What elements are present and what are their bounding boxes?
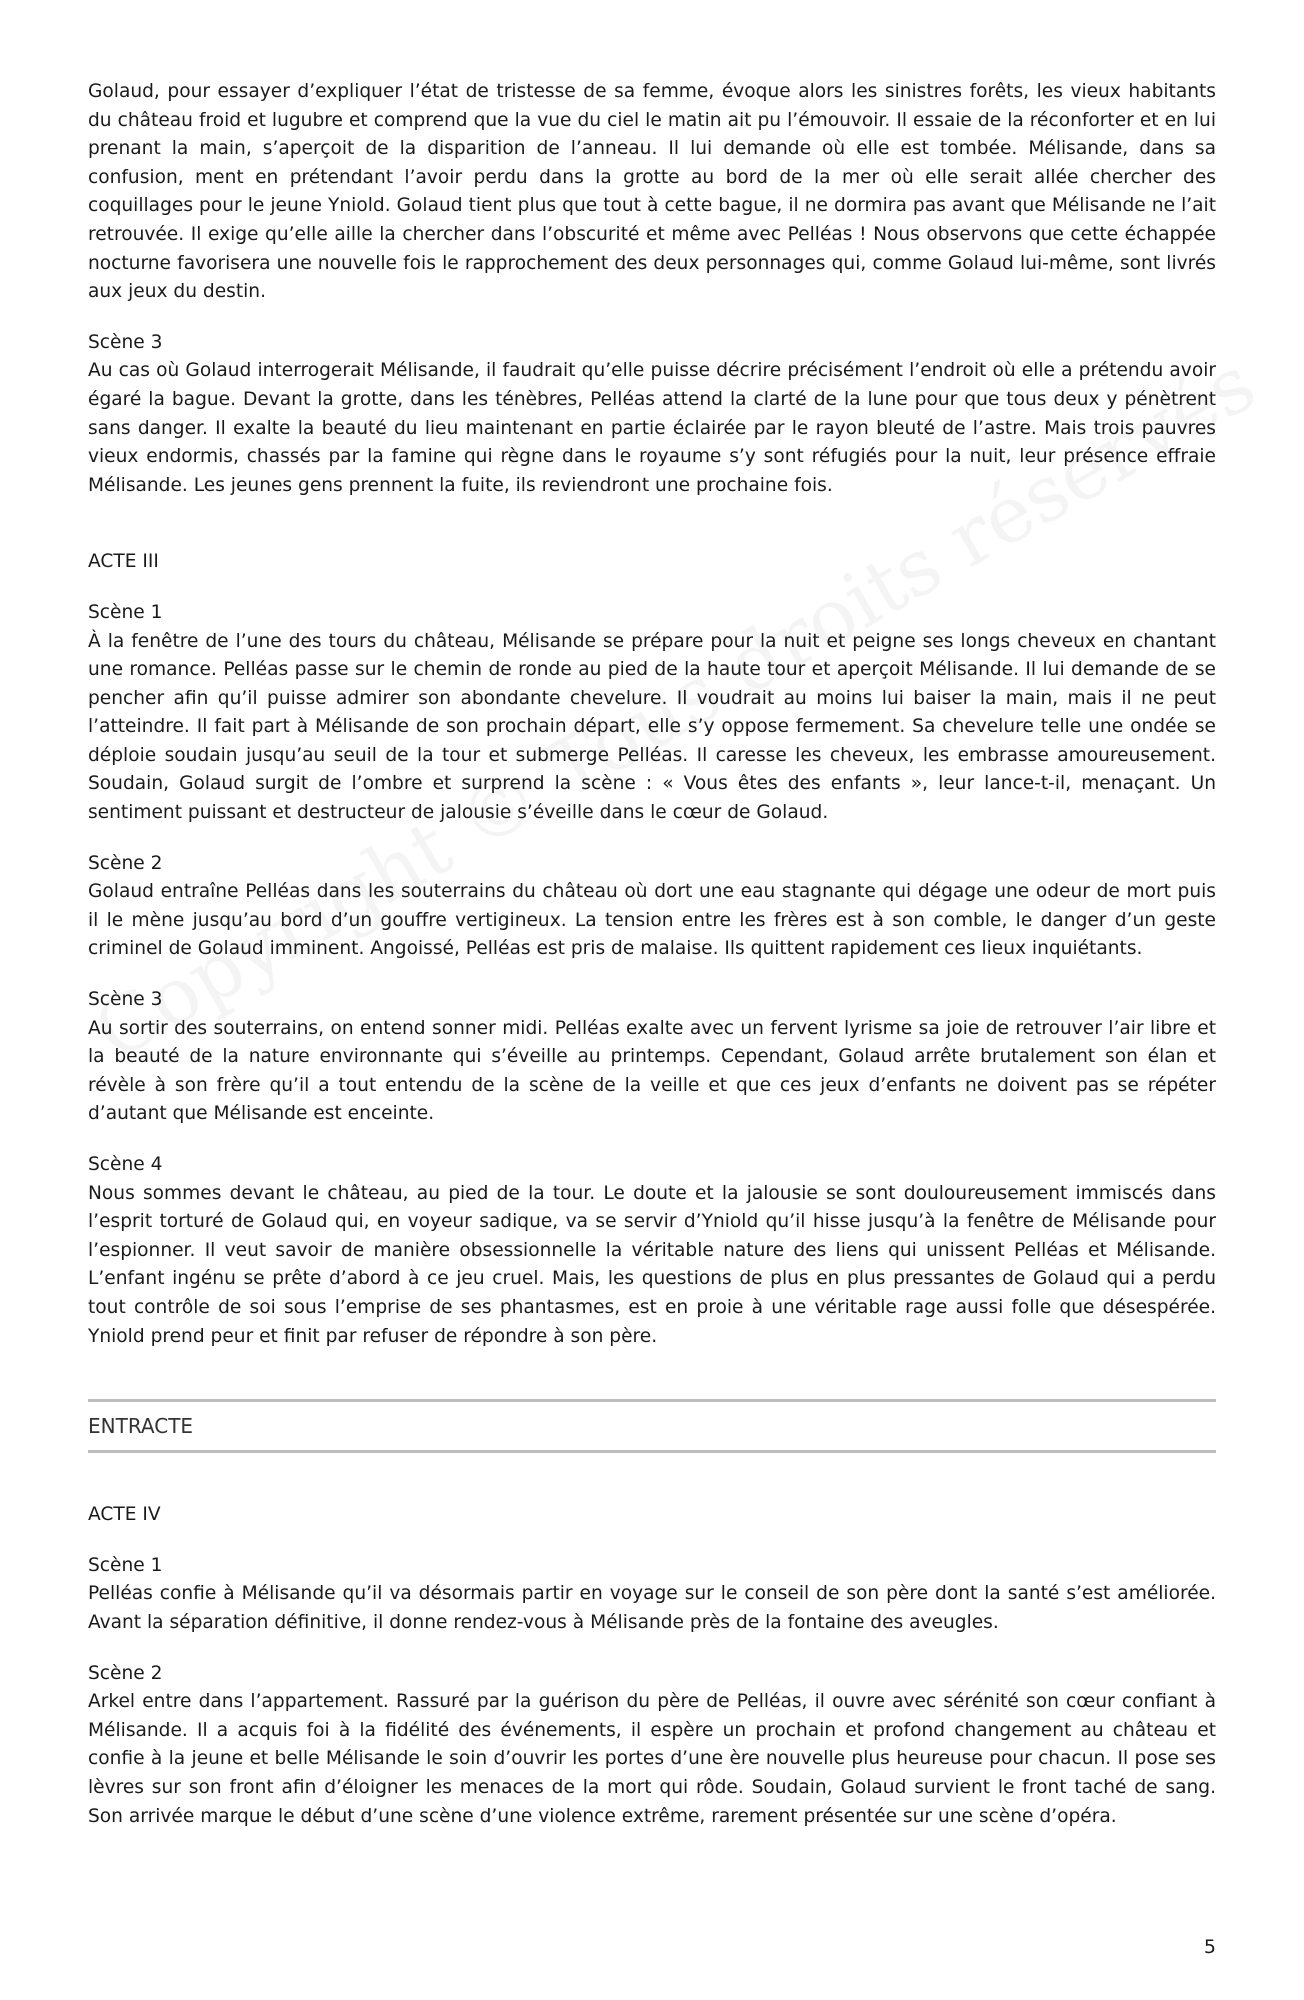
acte3-scene3-text: Au sortir des souterrains, on entend sonner midi. Pelléas exalte avec un fervent lyrisme sa joie de retrouver l’air libre et la beauté de la nature environnante qui s’éveille au printemps. Cependant, Golaud arrête brutalement son élan et révèle à son frère qu’il a tout entendu de la scène de la veille et que ces jeux d’enfants ne doivent pas se répéter d’autant que Mélisande est enceinte. (88, 1017, 1216, 1125)
acte3-heading: ACTE III (88, 551, 159, 573)
entracte-banner: ENTRACTE (88, 1399, 1216, 1453)
intro-paragraph: Golaud, pour essayer d’expliquer l’état de tristesse de sa femme, évoque alors les sinistres forêts, les vieux habitants du château froid et lugubre et comprend que la vue du ciel le matin ait pu l’émouvoir. Il essaie de la réconforter et en lui prenant la main, s’aperçoit de la disparition de l’anneau. Il lui demande où elle est tombée. Mélisande, dans sa confusion, ment en prétendant l’avoir perdu dans la grotte au bord de la mer où elle serait allée chercher des coquillages pour le jeune Yniold. Golaud tient plus que tout à cette bague, il ne dormira pas avant que Mélisande ne l’ait retrouvée. Il exige qu’elle aille la chercher dans l’obscurité et même avec Pelléas ! Nous observons que cette échappée nocturne favorisera une nouvelle fois le rapprochement des deux personnages qui, comme Golaud lui-même, sont livrés aux jeux du destin. (88, 81, 1216, 303)
acte4-scene2-heading: Scène 2 (88, 1662, 163, 1684)
acte3-scene1-text: À la fenêtre de l’une des tours du château, Mélisande se prépare pour la nuit et peigne ses longs cheveux en chantant une romance. Pelléas passe sur le chemin de ronde au pied de la haute tour et aperçoit Mélisande. Il lui demande de se pencher afin qu’il puisse admirer son abondante chevelure. Il voudrait au moins lui baiser la main, mais il ne peut l’atteindre. Il fait part à Mélisande de son prochain départ, elle s’y oppose fermement. Sa chevelure telle une ondée se déploie soudain jusqu’au seuil de la tour et submerge Pelléas. Il caresse les cheveux, les embrasse amoureusement. Soudain, Golaud surgit de l’ombre et surprend la scène : « Vous êtes des enfants », leur lance-t-il, menaçant. Un sentiment puissant et destructeur de jalousie s’éveille dans le cœur de Golaud. (88, 630, 1216, 824)
acte4-scene1-text: Pelléas confie à Mélisande qu’il va désormais partir en voyage sur le conseil de son père dont la santé s’est améliorée. Avant la séparation définitive, il donne rendez-vous à Mélisande près de la fontaine des aveugles. (88, 1583, 1216, 1633)
page-number: 5 (1203, 1936, 1216, 1958)
acte4-heading: ACTE IV (88, 1504, 161, 1526)
acte4-scene2-text: Arkel entre dans l’appartement. Rassuré par la guérison du père de Pelléas, il ouvre avec sérénité son cœur confiant à Mélisande. Il a acquis foi à la fidélité des événements, il espère un prochain et profond changement au château et confie à la jeune et belle Mélisande le soin d’ouvrir les portes d’une ère nouvelle plus heureuse pour chacun. Il pose ses lèvres sur son front afin d’éloigner les menaces de la mort qui rôde. Soudain, Golaud survient le front taché de sang. Son arrivée marque le début d’une scène d’une violence extrême, rarement présentée sur une scène d’opéra. (88, 1691, 1216, 1827)
acte3-scene3-heading: Scène 3 (88, 989, 163, 1011)
acte3-scene4-heading: Scène 4 (88, 1154, 163, 1175)
acte3-scene4-text: Nous sommes devant le château, au pied de la tour. Le doute et la jalousie se sont douloureusement immiscés dans l’esprit torturé de Golaud qui, en voyeur sadique, va se servir d’Yniold qu’il hisse jusqu’à la fenêtre de Mélisande pour l’espionner. Il veut savoir de manière obsessionnelle la véritable nature des liens qui unissent Pelléas et Mélisande. L’enfant ingénu se prête d’abord à ce jeu cruel. Mais, les questions de plus en plus pressantes de Golaud qui a perdu tout contrôle de soi sous l’emprise de ses phantasmes, est en proie à une véritable rage aussi folle que désespérée. Yniold prend peur et finit par refuser de répondre à son père. (88, 1182, 1216, 1347)
acte2-scene3-text: Au cas où Golaud interrogerait Mélisande, il faudrait qu’elle puisse décrire précisément l’endroit où elle a prétendu avoir égaré la bague. Devant la grotte, dans les ténèbres, Pelléas attend la clarté de la lune pour que tous deux y pénètrent sans danger. Il exalte la beauté du lieu maintenant en partie éclairée par le rayon bleuté de l’astre. Mais trois pauvres vieux endormis, chassés par la famine qui règne dans le royaume s’y sont réfugiés pour la nuit, leur présence effraie Mélisande. Les jeunes gens prennent la fuite, ils reviendront une prochaine fois. (88, 360, 1216, 496)
acte3-scene2-heading: Scène 2 (88, 852, 163, 874)
acte3-scene1-heading: Scène 1 (88, 601, 163, 623)
acte3-scene2-text: Golaud entraîne Pelléas dans les souterrains du château où dort une eau stagnante qui dégage une odeur de mort puis il le mène jusqu’au bord d’un gouffre vertigineux. La tension entre les frères est à son comble, le danger d’un geste criminel de Golaud imminent. Angoissé, Pelléas est pris de malaise. Ils quittent rapidement ces lieux inquiétants. (88, 881, 1216, 960)
document-page (88, 78, 1216, 1831)
acte2-scene3-heading: Scène 3 (88, 331, 163, 353)
acte4-scene1-heading: Scène 1 (88, 1554, 163, 1576)
